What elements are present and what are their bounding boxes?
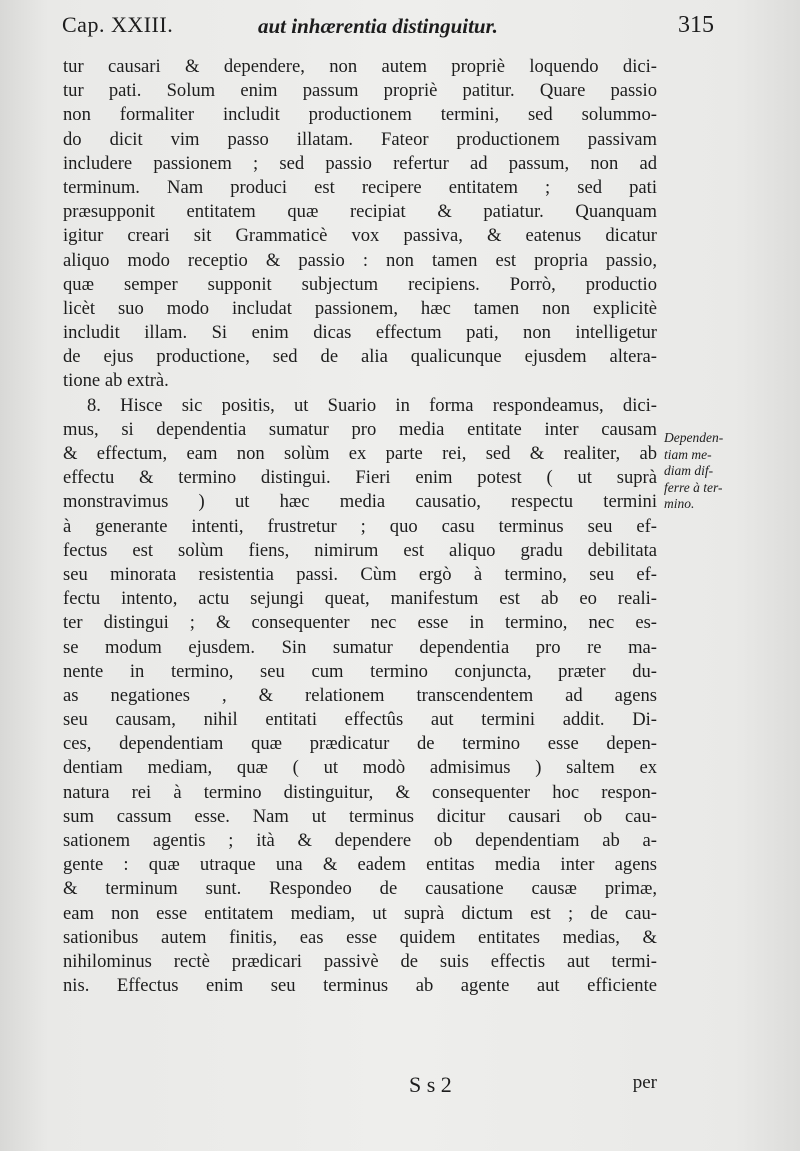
text-line: à generante intenti, frustretur ; quo casu terminus seu ef-	[63, 515, 657, 537]
text-line: tur causari & dependere, non autem propriè loquendo dici-	[63, 56, 657, 77]
running-title: aut inhærentia distinguitur.	[258, 14, 498, 38]
text-line: nente in termino, seu cum termino conjuncta, præter du-	[63, 660, 657, 682]
text-line: ter distingui ; & consequenter nec esse in termino, nec es-	[63, 612, 657, 634]
margin-note-line: mino.	[664, 496, 695, 511]
margin-note-line: Dependen-	[664, 430, 724, 445]
text-line: effectu & termino distingui. Fieri enim potest ( ut suprà	[63, 467, 657, 489]
catchword: per	[632, 1072, 657, 1093]
text-line: includere passionem ; sed passio refertur ad passum, non ad	[63, 152, 657, 174]
margin-note-line: tiam me-	[664, 446, 712, 462]
text-line: seu minorata resistentia passi. Cùm ergò à termino, seu ef-	[63, 563, 657, 585]
page-footer	[63, 1072, 657, 1102]
text-line: terminum. Nam produci est recipere entitatem ; sed pati	[63, 176, 657, 198]
text-line: fectu intento, actu sejungi queat, manifestum est ab eo reali-	[63, 588, 657, 610]
page-number: 315	[678, 12, 714, 38]
text-line: sationibus autem finitis, eas esse quidem entitates medias, &	[63, 926, 657, 948]
text-line: nis. Effectus enim seu terminus ab agente aut efficiente	[63, 975, 657, 997]
margin-note	[664, 430, 774, 513]
body-text	[63, 55, 657, 998]
text-line: mus, si dependentia sumatur pro media entitate inter causam	[63, 418, 657, 440]
margin-note-line: diam dif-	[664, 463, 714, 478]
text-line: aliquo modo receptio & passio : non tamen est propria passio,	[63, 249, 657, 271]
text-line: fectus est solùm fiens, nimirum est aliquo gradu debilitata	[63, 539, 657, 561]
margin-note-line: ferre à ter-	[664, 479, 723, 495]
text-line: dentiam mediam, quæ ( ut modò admisimus ) saltem ex	[63, 757, 657, 779]
text-line: & effectum, eam non solùm ex parte rei, sed & realiter, ab	[63, 443, 657, 464]
text-line: licèt suo modo includat passionem, hæc tamen non explicitè	[63, 297, 657, 319]
chapter-heading: Cap. XXIII.	[62, 12, 174, 37]
text-line: eam non esse entitatem mediam, ut suprà dictum est ; de cau-	[63, 902, 657, 924]
text-line: sum cassum esse. Nam ut terminus dicitur causari ob cau-	[63, 805, 657, 827]
text-line: præsupponit entitatem quæ recipiat & patiatur. Quanquam	[63, 201, 657, 223]
text-line: natura rei à termino distinguitur, & consequenter hoc respon-	[63, 781, 657, 803]
text-line: non formaliter includit productionem termini, sed solummo-	[63, 104, 657, 126]
text-line: do dicit vim passo illatam. Fateor productionem passivam	[63, 128, 657, 150]
text-line: seu causam, nihil entitati effectûs aut termini addit. Di-	[63, 709, 657, 731]
text-line: & terminum sunt. Respondeo de causatione causæ primæ,	[63, 878, 657, 900]
text-line: tur pati. Solum enim passum propriè patitur. Quare passio	[63, 80, 657, 102]
text-line: se modum ejusdem. Sin sumatur dependentia pro re ma-	[63, 636, 657, 658]
text-line: gente : quæ utraque una & eadem entitas media inter agens	[63, 854, 657, 876]
text-line: ces, dependentiam quæ prædicatur de termino esse depen-	[63, 733, 657, 755]
text-line: monstravimus ) ut hæc media causatio, respectu termini	[63, 491, 657, 513]
text-line: as negationes , & relationem transcendentem ad agens	[63, 684, 657, 706]
text-line: includit illam. Si enim dicas effectum pati, non intelligetur	[63, 322, 657, 344]
text-line: de ejus productione, sed de alia qualicunque ejusdem altera-	[63, 346, 657, 368]
paragraph-start-line: 8. Hisce sic positis, ut Suario in forma respondeamus, dici-	[87, 394, 657, 416]
text-line: sationem agentis ; ità & dependere ob dependentiam ab a-	[63, 830, 657, 851]
text-line: tione ab extrà.	[63, 370, 169, 392]
text-line: igitur creari sit Grammaticè vox passiva, & eatenus dicatur	[63, 225, 657, 247]
page-header	[62, 8, 714, 44]
text-line: nihilominus rectè prædicari passivè de suis effectis aut termi-	[63, 950, 657, 972]
text-line: quæ semper supponit subjectum recipiens. Porrò, productio	[63, 273, 657, 295]
signature-mark: S s 2	[409, 1072, 452, 1097]
